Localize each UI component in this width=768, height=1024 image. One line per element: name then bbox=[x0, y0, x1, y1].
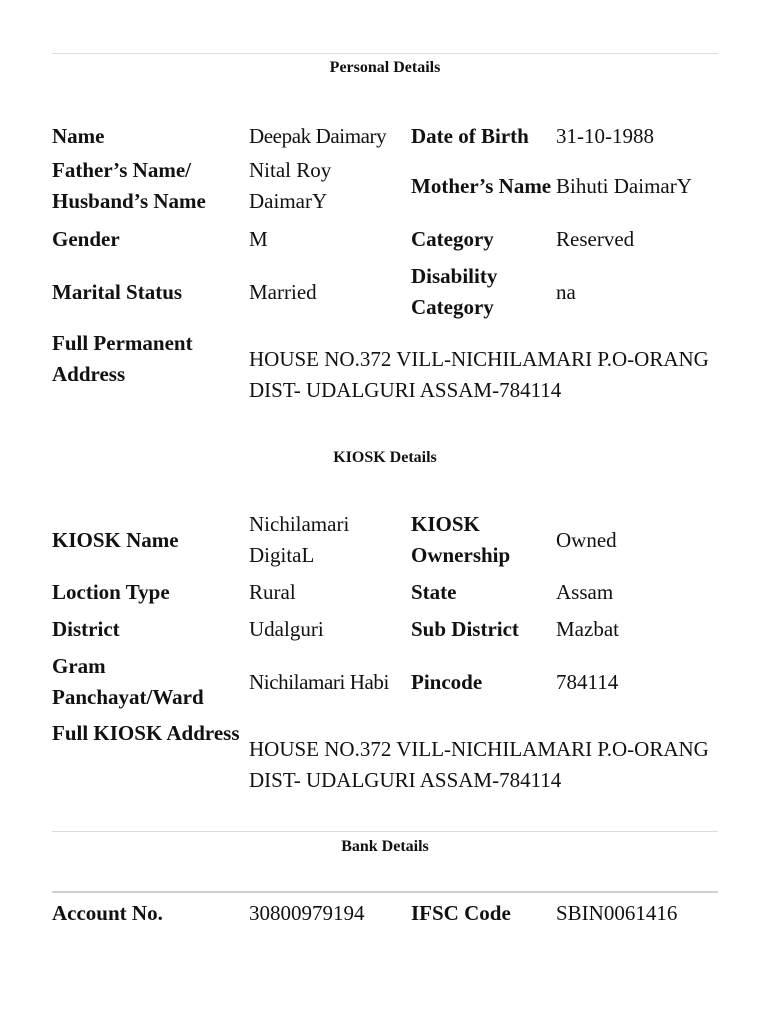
pincode-label: Pincode bbox=[411, 669, 483, 694]
sub-district-label: Sub District bbox=[411, 617, 519, 641]
table-row bbox=[52, 258, 718, 326]
location-type-value: Rural bbox=[249, 580, 296, 604]
gram-panchayat-label: Gram Panchayat/Ward bbox=[52, 654, 204, 709]
divider bbox=[52, 891, 718, 893]
father-name-label: Father’s Name/ Husband’s Name bbox=[52, 158, 206, 213]
state-label: State bbox=[411, 580, 457, 604]
disability-category-label: Disability Category bbox=[411, 264, 498, 319]
kiosk-details-heading: KIOSK Details bbox=[333, 449, 437, 466]
table-row bbox=[52, 897, 718, 929]
sub-district-value: Mazbat bbox=[556, 617, 619, 641]
category-label: Category bbox=[411, 226, 494, 251]
district-value: Udalguri bbox=[249, 617, 324, 641]
bank-details-heading: Bank Details bbox=[341, 838, 429, 855]
kiosk-address-label: Full KIOSK Address bbox=[52, 721, 240, 745]
pincode-value: 784114 bbox=[556, 669, 619, 694]
personal-details-table bbox=[52, 120, 718, 414]
permanent-address-label: Full Permanent Address bbox=[52, 331, 193, 386]
mother-name-value: Bihuti DaimarY bbox=[556, 173, 692, 198]
divider bbox=[52, 53, 718, 54]
gender-value: M bbox=[249, 226, 268, 251]
gender-label: Gender bbox=[52, 226, 120, 251]
table-row bbox=[52, 574, 718, 611]
table-row bbox=[52, 611, 718, 648]
account-number-label: Account No. bbox=[52, 900, 163, 925]
kiosk-ownership-label: KIOSK Ownership bbox=[411, 512, 511, 567]
bank-details-table bbox=[52, 897, 718, 929]
disability-category-value: na bbox=[556, 279, 576, 304]
name-value: Deepak Daimary bbox=[249, 123, 387, 148]
table-row bbox=[52, 648, 718, 716]
gram-panchayat-value: Nichilamari Habi bbox=[249, 669, 389, 694]
dob-label: Date of Birth bbox=[411, 123, 529, 148]
kiosk-details-table bbox=[52, 506, 718, 804]
table-row bbox=[52, 152, 718, 220]
category-value: Reserved bbox=[556, 226, 635, 251]
kiosk-name-label: KIOSK Name bbox=[52, 527, 179, 552]
location-type-label: Loction Type bbox=[52, 580, 170, 604]
account-number-value: 30800979194 bbox=[249, 900, 365, 925]
table-row bbox=[52, 506, 718, 574]
table-row bbox=[52, 220, 718, 258]
table-row bbox=[52, 120, 718, 152]
kiosk-ownership-value: Owned bbox=[556, 527, 617, 552]
name-label: Name bbox=[52, 123, 105, 148]
ifsc-code-label: IFSC Code bbox=[411, 900, 511, 925]
mother-name-label: Mother’s Name bbox=[411, 173, 552, 198]
dob-value: 31-10-1988 bbox=[556, 123, 654, 148]
marital-status-label: Marital Status bbox=[52, 279, 183, 304]
table-row bbox=[52, 326, 718, 414]
kiosk-name-value: Nichilamari DigitaL bbox=[249, 512, 350, 567]
district-label: District bbox=[52, 617, 120, 641]
kiosk-address-value: HOUSE NO.372 VILL-NICHILAMARI P.O-ORANG DIST- UDALGURI ASSAM-784114 bbox=[249, 737, 709, 792]
marital-status-value: Married bbox=[249, 279, 317, 304]
divider bbox=[52, 831, 718, 832]
ifsc-code-value: SBIN0061416 bbox=[556, 900, 678, 925]
permanent-address-value: HOUSE NO.372 VILL-NICHILAMARI P.O-ORANG DIST- UDALGURI ASSAM-784114 bbox=[249, 347, 709, 402]
personal-details-heading: Personal Details bbox=[329, 59, 441, 76]
state-value: Assam bbox=[556, 580, 614, 604]
father-name-value: Nital Roy DaimarY bbox=[249, 158, 332, 213]
table-row bbox=[52, 716, 718, 804]
